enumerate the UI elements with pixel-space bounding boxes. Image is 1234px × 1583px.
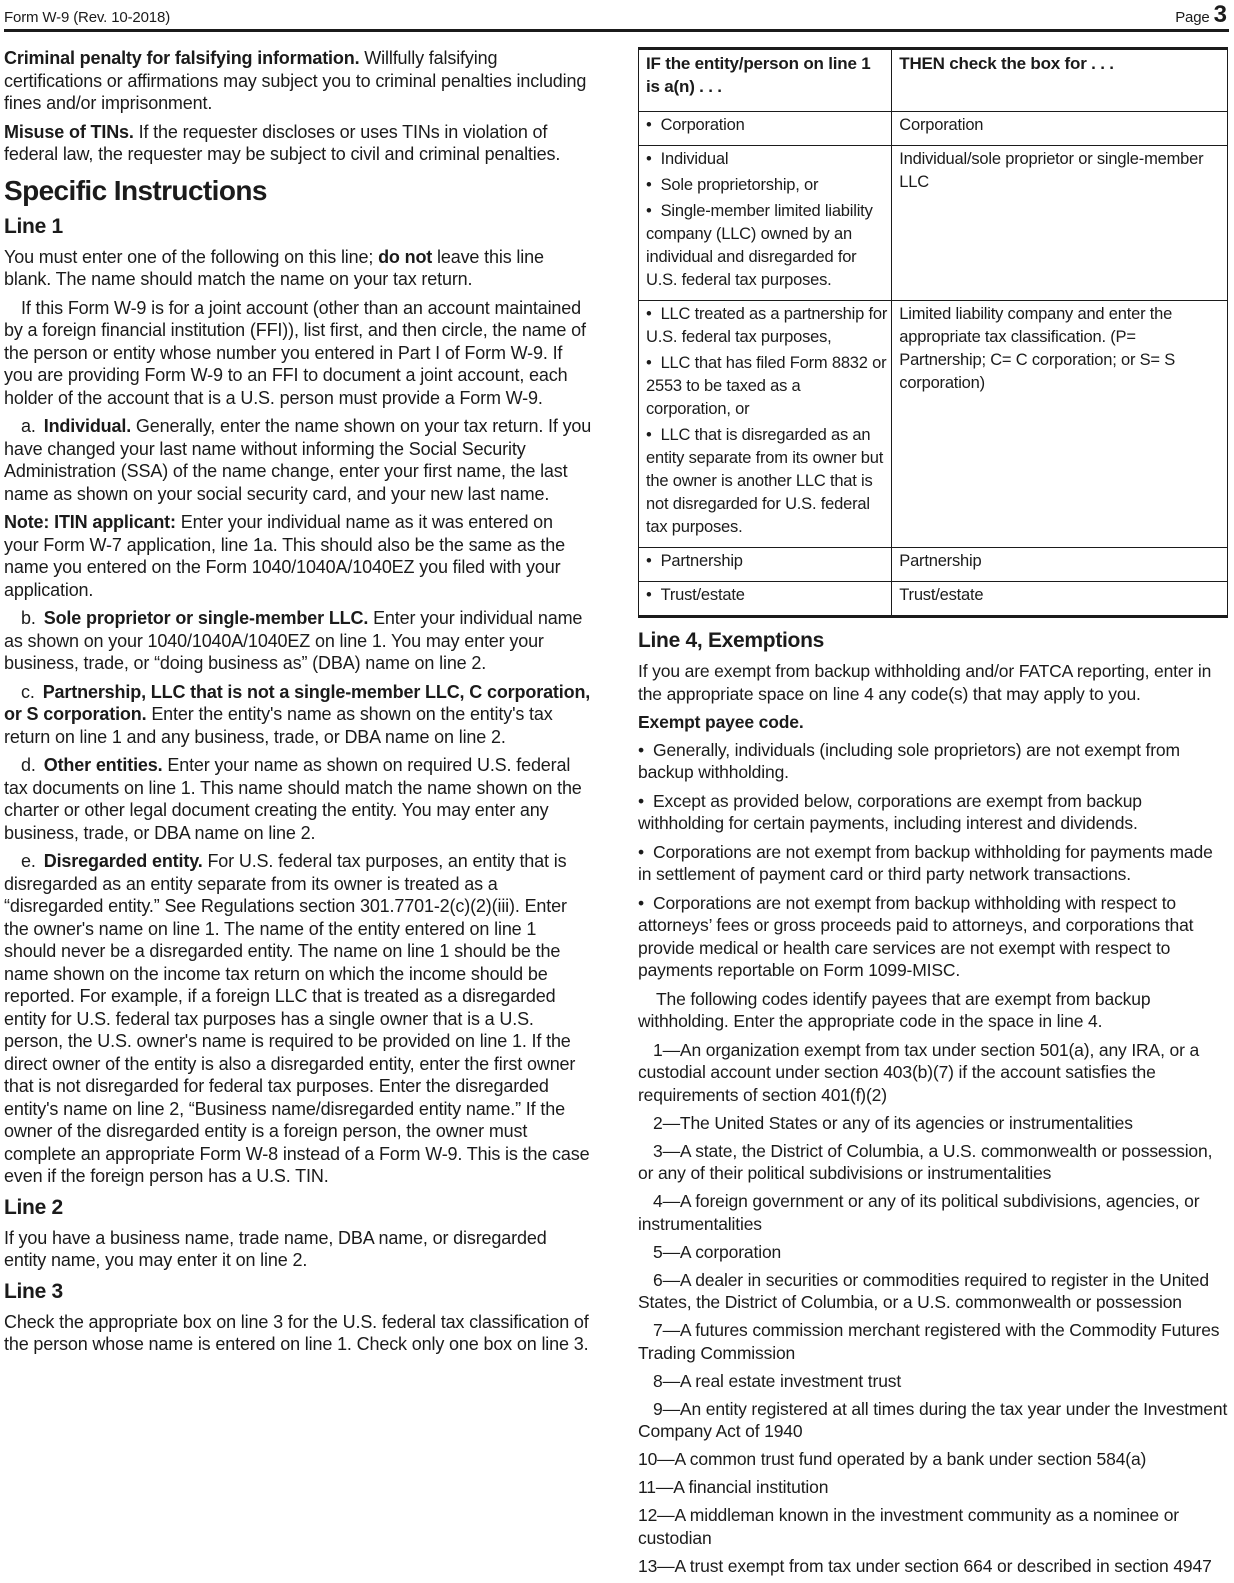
bullet-item xyxy=(646,174,887,197)
table-cell-entity xyxy=(639,582,892,617)
paragraph-text: Generally, enter the name shown on your tax return. If you have changed your last name without informing the Social Security Administration (SSA) of the name change, enter your first name, the last name as shown on your social security card, and your new last name. xyxy=(4,416,592,504)
exempt-bullet-item xyxy=(638,841,1228,886)
table-header-then: THEN check the box for . . . xyxy=(892,49,1228,112)
bullet-item xyxy=(646,148,887,171)
item-e-paragraph xyxy=(4,850,592,1188)
bullet-icon: • xyxy=(638,790,644,811)
item-a-paragraph xyxy=(4,415,592,505)
joint-account-paragraph: If this Form W-9 is for a joint account (other than an account maintained by a foreign financial institution (FFI)), list first, and then circle, the name of the person or entity whose number you entered in Part I of Form W-9. If you are providing Form W-9 to an FFI to document a joint account, each holder of the account that is a U.S. person must provide a Form W-9. xyxy=(4,297,586,408)
line3-heading: Line 3 xyxy=(4,1279,63,1303)
table-cell-box: Corporation xyxy=(892,112,1228,146)
bullet-icon: • xyxy=(638,892,644,913)
code-item: 7—A futures commission merchant registered with the Commodity Futures Trading Commission xyxy=(638,1320,1220,1363)
bullet-icon: • xyxy=(646,150,652,168)
line4-intro-paragraph: If you are exempt from backup withholding and/or FATCA reporting, enter in the appropriate space on line 4 any code(s) that may apply to you. xyxy=(638,661,1212,704)
bullet-item xyxy=(646,303,887,349)
line2-paragraph: If you have a business name, trade name, DBA name, or disregarded entity name, you may enter it on line 2. xyxy=(4,1227,547,1270)
table-cell-entity xyxy=(639,548,892,582)
table-row xyxy=(639,582,1228,617)
bullet-text: Corporations are not exempt from backup withholding with respect to attorneys’ fees or gross proceeds paid to attorneys, and corporations that provide medical or health care services are not exempt with respect to payments reportable on Form 1099-MISC. xyxy=(638,892,1194,980)
item-letter: c. xyxy=(21,681,35,702)
table-row xyxy=(639,112,1228,146)
code-item: 13—A trust exempt from tax under section 664 or described in section 4947 xyxy=(638,1555,1212,1576)
bullet-text: LLC treated as a partnership for U.S. federal tax purposes, xyxy=(646,305,888,346)
misuse-tins-paragraph xyxy=(4,121,592,166)
code-item: 3—A state, the District of Columbia, a U.S. commonwealth or possession, or any of their political subdivisions or instrumentalities xyxy=(638,1140,1213,1183)
item-letter: a. xyxy=(21,416,36,436)
bullet-item xyxy=(646,584,887,607)
bullet-text: Individual xyxy=(660,150,729,168)
bullet-text: Single-member limited liability company (LLC) owned by an individual and disregarded for U.S. federal tax purposes. xyxy=(646,202,873,289)
bullet-text: Trust/estate xyxy=(660,586,745,604)
bullet-text: Generally, individuals (including sole proprietors) are not exempt from backup withholding. xyxy=(638,739,1180,782)
page-label: Page xyxy=(1175,9,1214,26)
bullet-text: Corporations are not exempt from backup withholding for payments made in settlement of payment card or third party network transactions. xyxy=(638,841,1213,884)
page-number: 3 xyxy=(1213,1,1227,28)
paragraph-lead: Criminal penalty for falsifying information. xyxy=(4,48,360,68)
line3-paragraph: Check the appropriate box on line 3 for the U.S. federal tax classification of the person whose name is entered on line 1. Check only one box on line 3. xyxy=(4,1311,589,1354)
code-item: 9—An entity registered at all times during the tax year under the Investment Company Act of 1940 xyxy=(638,1398,1228,1441)
exempt-bullet-item xyxy=(638,790,1228,835)
bullet-icon: • xyxy=(646,202,652,220)
paragraph-text: You must enter one of the following on this line; xyxy=(4,246,379,267)
bullet-icon: • xyxy=(646,586,652,604)
paragraph-lead: Misuse of TINs. xyxy=(4,121,134,142)
table-row xyxy=(639,146,1228,301)
page-indicator xyxy=(1175,1,1227,28)
bullet-icon: • xyxy=(646,426,652,444)
bullet-text: Sole proprietorship, or xyxy=(660,176,819,194)
bullet-text: Corporation xyxy=(660,116,745,134)
note-itin-paragraph xyxy=(4,511,592,601)
page-header xyxy=(4,1,1229,32)
left-column xyxy=(4,47,592,1583)
code-item: 8—A real estate investment trust xyxy=(653,1370,902,1391)
code-item: 2—The United States or any of its agencies or instrumentalities xyxy=(653,1112,1133,1133)
bullet-icon: • xyxy=(646,116,652,134)
table-cell-entity xyxy=(639,146,892,301)
bullet-icon: • xyxy=(646,552,652,570)
item-title: Individual. xyxy=(43,416,132,436)
item-title: Other entities. xyxy=(43,755,163,775)
paragraph-text: Willfully falsifying certifications or affirmations may subject you to criminal penalties including fines and/or imprisonment. xyxy=(4,48,587,113)
right-column xyxy=(638,47,1228,1583)
bullet-item xyxy=(646,424,887,539)
paragraph-text: leave this line blank. The name should match the name on your tax return. xyxy=(4,246,544,289)
paragraph-text: Enter your name as shown on required U.S. federal tax documents on line 1. This name should match the name shown on the charter or other legal document creating the entity. You may enter any business, trade, or DBA name on line 2. xyxy=(4,755,582,843)
code-item: 11—A financial institution xyxy=(638,1477,829,1497)
item-letter: b. xyxy=(21,608,36,628)
two-column-layout xyxy=(4,32,1229,1583)
criminal-penalty-paragraph xyxy=(4,47,592,115)
bullet-text: Except as provided below, corporations are exempt from backup withholding for certain payments, including interest and dividends. xyxy=(638,790,1142,833)
bullet-item xyxy=(646,352,887,421)
code-item: 5—A corporation xyxy=(653,1241,782,1262)
table-cell-entity xyxy=(639,301,892,548)
paragraph-text: For U.S. federal tax purposes, an entity that is disregarded as an entity separate from its owner is treated as a “disregarded entity.” See Regulations section 301.7701-2(c)(2)(iii). Enter the owner's name on line 1. The name of the entity entered on line 1 should never be a disregarded entity. The name on line 1 should be the name shown on the income tax return on which the income should be reported. For example, if a foreign LLC that is treated as a disregarded entity for U.S. federal tax purposes has a single owner that is a U.S. person, the U.S. owner's name is required to be provided on line 1. If the direct owner of the entity is also a disregarded entity, enter the first owner that is not disregarded for federal tax purposes. Enter the disregarded entity's name on line 2, “Business name/disregarded entity name.” If the owner of the disregarded entity is a foreign person, the owner must complete an appropriate Form W-8 instead of a Form W-9. This is the case even if the foreign person has a U.S. TIN. xyxy=(4,851,590,1186)
code-item: 4—A foreign government or any of its political subdivisions, agencies, or instrumentalities xyxy=(638,1191,1200,1234)
table-header-if: IF the entity/person on line 1 is a(n) . . . xyxy=(639,49,892,112)
bullet-item xyxy=(646,200,887,292)
item-letter: d. xyxy=(21,755,36,775)
exempt-bullet-item xyxy=(638,892,1228,982)
item-title: Disregarded entity. xyxy=(43,851,203,871)
code-item: 1—An organization exempt from tax under section 501(a), any IRA, or a custodial account under section 403(b)(7) if the account satisfies the requirements of section 401(f)(2) xyxy=(638,1039,1200,1105)
table-cell-box: Trust/estate xyxy=(892,582,1228,617)
table-row xyxy=(639,301,1228,548)
item-title: Sole proprietor or single-member LLC. xyxy=(43,608,369,628)
code-item: 6—A dealer in securities or commodities required to register in the United States, the District of Columbia, or a U.S. commonwealth or possession xyxy=(638,1269,1209,1312)
item-d-paragraph xyxy=(4,754,592,844)
bullet-text: LLC that has filed Form 8832 or 2553 to be taxed as a corporation, or xyxy=(646,354,887,418)
line2-heading: Line 2 xyxy=(4,1195,63,1219)
line4-heading: Line 4, Exemptions xyxy=(638,629,824,652)
table-cell-entity xyxy=(639,112,892,146)
bullet-item xyxy=(646,114,887,137)
specific-instructions-heading: Specific Instructions xyxy=(4,174,267,206)
bullet-icon: • xyxy=(638,841,644,862)
paragraph-lead: Note: ITIN applicant: xyxy=(4,512,176,532)
form-title: Form W-9 (Rev. 10-2018) xyxy=(4,9,171,26)
code-item: 10—A common trust fund operated by a bank under section 584(a) xyxy=(638,1449,1147,1469)
bullet-icon: • xyxy=(646,176,652,194)
code-item: 12—A middleman known in the investment community as a nominee or custodian xyxy=(638,1505,1179,1548)
paragraph-text: If the requester discloses or uses TINs in violation of federal law, the requester may be subject to civil and criminal penalties. xyxy=(4,121,561,164)
table-cell-box: Partnership xyxy=(892,548,1228,582)
exempt-bullet-item xyxy=(638,739,1228,784)
bullet-icon: • xyxy=(646,305,652,323)
item-c-paragraph xyxy=(4,681,592,749)
paragraph-text: Enter the entity's name as shown on the entity's tax return on line 1 and any business, trade, or DBA name on line 2. xyxy=(4,704,553,747)
table-header-row xyxy=(639,49,1228,112)
table-cell-box: Limited liability company and enter the appropriate tax classification. (P= Partnership; C= C corporation; or S= S corporation) xyxy=(892,301,1228,548)
exempt-payee-code-heading: Exempt payee code. xyxy=(638,712,804,732)
item-b-paragraph xyxy=(4,607,592,675)
paragraph-text: Enter your individual name as it was entered on your Form W-7 application, line 1a. This should also be the same as the name you entered on the Form 1040/1040A/1040EZ you filed with your application. xyxy=(4,512,565,600)
emphasis-text: do not xyxy=(378,246,433,267)
line1-heading: Line 1 xyxy=(4,214,63,238)
classification-table xyxy=(638,47,1228,618)
table-row xyxy=(639,548,1228,582)
item-title: Partnership, LLC that is not a single-member LLC, C corporation, or S corporation. xyxy=(4,681,591,724)
item-letter: e. xyxy=(21,851,36,871)
bullet-icon: • xyxy=(646,354,652,372)
bullet-text: LLC that is disregarded as an entity separate from its owner but the owner is another LLC that is not disregarded for U.S. federal tax purposes. xyxy=(646,426,884,536)
line1-intro-paragraph xyxy=(4,246,592,291)
codes-intro-paragraph: The following codes identify payees that are exempt from backup withholding. Enter the appropriate code in the space in line 4. xyxy=(638,988,1151,1031)
bullet-icon: • xyxy=(638,739,644,760)
table-cell-box: Individual/sole proprietor or single-member LLC xyxy=(892,146,1228,301)
bullet-item xyxy=(646,550,887,573)
bullet-text: Partnership xyxy=(660,552,743,570)
paragraph-text: Enter your individual name as shown on your 1040/1040A/1040EZ on line 1. You may enter your business, trade, or “doing business as” (DBA) name on line 2. xyxy=(4,608,583,673)
